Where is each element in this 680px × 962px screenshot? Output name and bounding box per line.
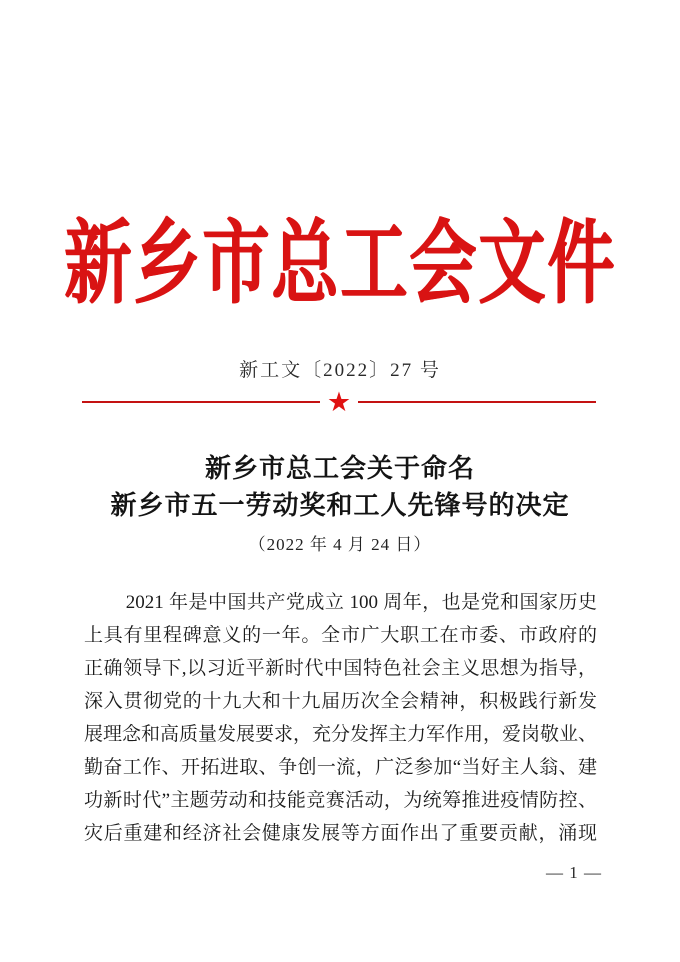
document-date: （2022 年 4 月 24 日） bbox=[248, 535, 432, 554]
body-line: 功新时代”主题劳动和技能竞赛活动，为统筹推进疫情防控、 bbox=[84, 790, 597, 811]
document-title-block bbox=[0, 450, 680, 558]
body-line: 上具有里程碑意义的一年。全市广大职工在市委、市政府的 bbox=[84, 625, 597, 646]
masthead bbox=[0, 214, 680, 315]
document-title-line-1: 新乡市总工会关于命名 bbox=[204, 454, 475, 483]
divider-line-right bbox=[358, 401, 596, 403]
body-line: 正确领导下,以习近平新时代中国特色社会主义思想为指导， bbox=[84, 658, 597, 679]
body-line: 勤奋工作、开拓进取、争创一流，广泛参加“当好主人翁、建 bbox=[84, 757, 597, 778]
page-number: — 1 — bbox=[546, 863, 602, 882]
star-icon: ★ bbox=[326, 386, 352, 418]
divider-line-left bbox=[82, 401, 320, 403]
doc-number: 新工文〔2022〕27 号 bbox=[239, 360, 441, 381]
body-line: 灾后重建和经济社会健康发展等方面作出了重要贡献，涌现 bbox=[84, 823, 597, 844]
document-title-line-2: 新乡市五一劳动奖和工人先锋号的决定 bbox=[110, 491, 570, 520]
body-paragraph bbox=[84, 586, 597, 850]
body-line: 2021 年是中国共产党成立 100 周年，也是党和国家历史 bbox=[125, 592, 597, 613]
body-line: 展理念和高质量发展要求，充分发挥主力军作用，爱岗敬业、 bbox=[84, 724, 598, 745]
body-line: 深入贯彻党的十九大和十九届历次全会精神，积极践行新发 bbox=[84, 691, 597, 712]
red-divider bbox=[82, 388, 596, 416]
masthead-title: 新乡市总工会文件 bbox=[64, 214, 616, 315]
